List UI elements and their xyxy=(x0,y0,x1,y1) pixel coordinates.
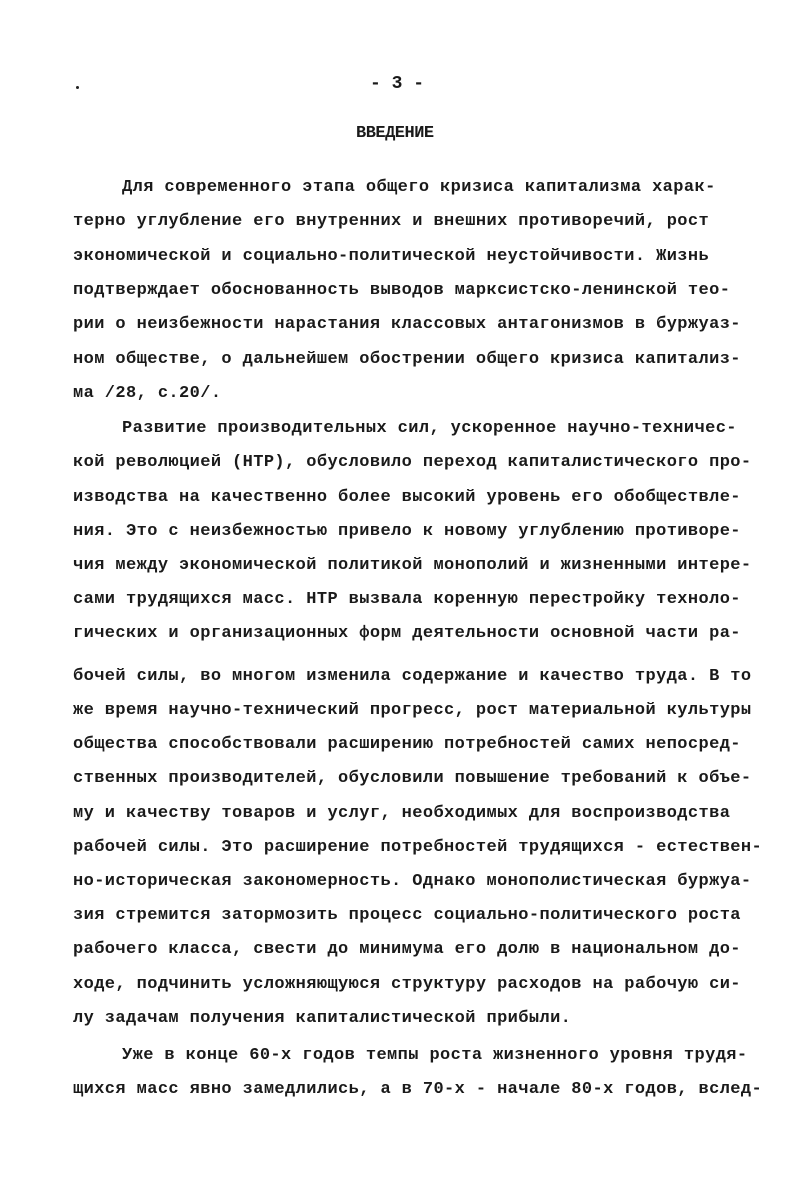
text-line: Развитие производительных сил, ускоренное научно-техничес- xyxy=(122,419,737,438)
text-line: ния. Это с неизбежностью привело к новому углублению противоре- xyxy=(73,522,741,541)
text-line: му и качеству товаров и услуг, необходимых для воспроизводства xyxy=(73,804,731,823)
text-line: ном обществе, о дальнейшем обострении общего кризиса капитализ- xyxy=(73,350,741,369)
text-line: но-историческая закономерность. Однако монополистическая буржуа- xyxy=(73,872,752,891)
text-line: ходе, подчинить усложняющуюся структуру расходов на рабочую си- xyxy=(73,975,741,994)
text-line: общества способствовали расширению потребностей самих непосред- xyxy=(73,735,741,754)
text-line: же время научно-технический прогресс, рост материальной культуры xyxy=(73,701,752,720)
text-line: ственных производителей, обусловили повышение требований к объе- xyxy=(73,769,752,788)
text-line: экономической и социально-политической неустойчивости. Жизнь xyxy=(73,247,710,266)
text-line: бочей силы, во многом изменила содержание и качество труда. В то xyxy=(73,667,752,686)
text-line: щихся масс явно замедлились, а в 70-х - начале 80-х годов, вслед- xyxy=(73,1080,763,1099)
text-line: зия стремится затормозить процесс социально-политического роста xyxy=(73,906,741,925)
text-line: рии о неизбежности нарастания классовых антагонизмов в буржуаз- xyxy=(73,315,741,334)
section-heading: ВВЕДЕНИЕ xyxy=(356,124,434,143)
text-line: Для современного этапа общего кризиса капитализма харак- xyxy=(122,178,716,197)
speck xyxy=(76,86,79,89)
text-line: сами трудящихся масс. НТР вызвала коренную перестройку техноло- xyxy=(73,590,741,609)
text-line: Уже в конце 60-х годов темпы роста жизненного уровня трудя- xyxy=(122,1046,748,1065)
text-line: подтверждает обоснованность выводов марксистско-ленинской тео- xyxy=(73,281,731,300)
text-line: лу задачам получения капиталистической прибыли. xyxy=(73,1009,572,1028)
page-number: - 3 - xyxy=(370,74,425,94)
text-line: изводства на качественно более высокий уровень его обобществле- xyxy=(73,488,741,507)
text-line: рабочего класса, свести до минимума его долю в национальном до- xyxy=(73,940,741,959)
text-line: гических и организационных форм деятельности основной части ра- xyxy=(73,624,741,643)
text-line: ма /28, с.20/. xyxy=(73,384,222,403)
text-line: чия между экономической политикой монополий и жизненными интере- xyxy=(73,556,752,575)
text-line: кой революцией (НТР), обусловило переход капиталистического про- xyxy=(73,453,752,472)
text-line: терно углубление его внутренних и внешних противоречий, рост xyxy=(73,212,710,231)
text-line: рабочей силы. Это расширение потребностей трудящихся - естествен- xyxy=(73,838,763,857)
